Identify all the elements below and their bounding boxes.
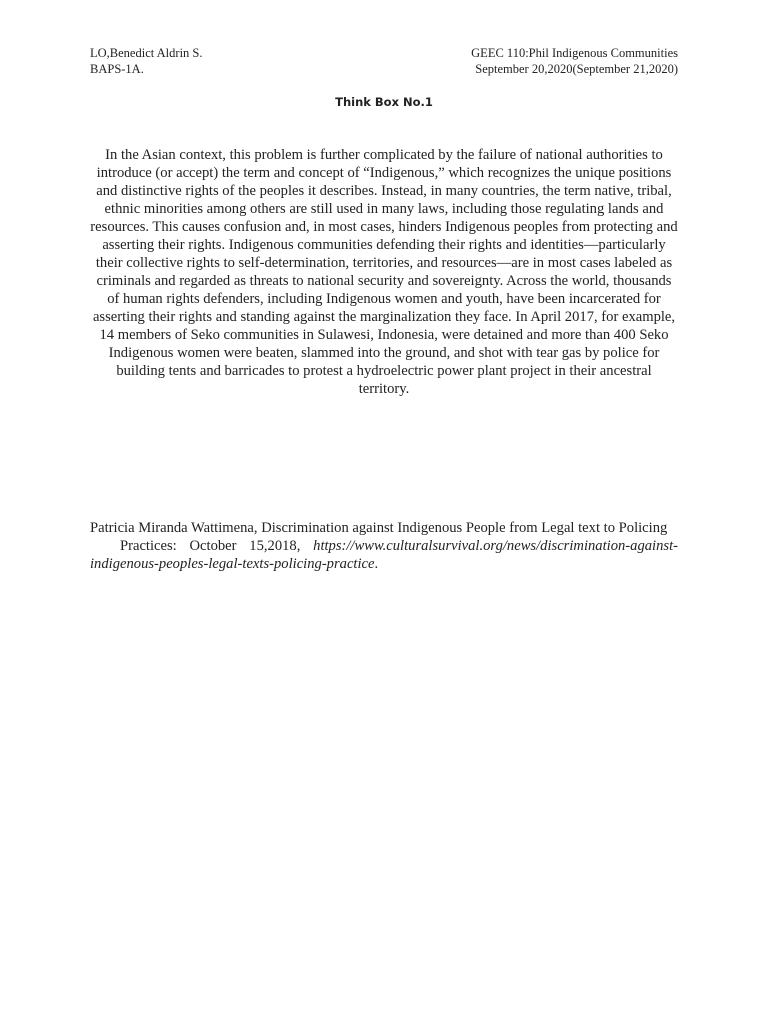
course-name: GEEC 110:Phil Indigenous Communities	[471, 46, 678, 60]
citation-end: .	[374, 556, 379, 572]
course-info	[471, 45, 678, 77]
student-info	[90, 45, 203, 77]
body-paragraph: In the Asian context, this problem is further complicated by the failure of national authorities to introduce (or accept) the term and concept of “Indigenous,” which recognizes the unique positions and distinctive rights of the peoples it describes. Instead, in many countries, the term native, tribal, ethnic minorities among others are still used in many laws, including those regulating lands and resources. This causes confusion and, in most cases, hinders Indigenous peoples from protecting and asserting their rights. Indigenous communities defending their rights and identities—particularly their collective rights to self-determination, territories, and resources—are in most cases labeled as criminals and regarded as threats to national security and sovereignty. Across the world, thousands of human rights defenders, including Indigenous women and youth, have been incarcerated for asserting their rights and standing against the marginalization they face. In April 2017, for example, 14 members of Seko communities in Sulawesi, Indonesia, were detained and more than 400 Seko Indigenous women were beaten, slammed into the ground, and shot with tear gas by police for building tents and barricades to protest a hydroelectric power plant project in their ancestral territory.	[90, 147, 678, 397]
citation-details	[90, 537, 678, 573]
citation-author-title: Patricia Miranda Wattimena, Discrimination against Indigenous People from Legal text to Policing	[90, 520, 668, 536]
citation-date: Practices: October 15,2018,	[120, 538, 301, 554]
submission-date: September 20,2020(September 21,2020)	[475, 62, 678, 76]
citation-url: https://www.culturalsurvival.org/news/discrimination-against-indigenous-peoples-legal-texts-policing-practice	[90, 538, 678, 572]
page-title: Think Box No.1	[335, 95, 433, 109]
author-name: LO,Benedict Aldrin S.	[90, 46, 203, 60]
citation	[90, 519, 678, 573]
section-label: BAPS-1A.	[90, 62, 144, 76]
